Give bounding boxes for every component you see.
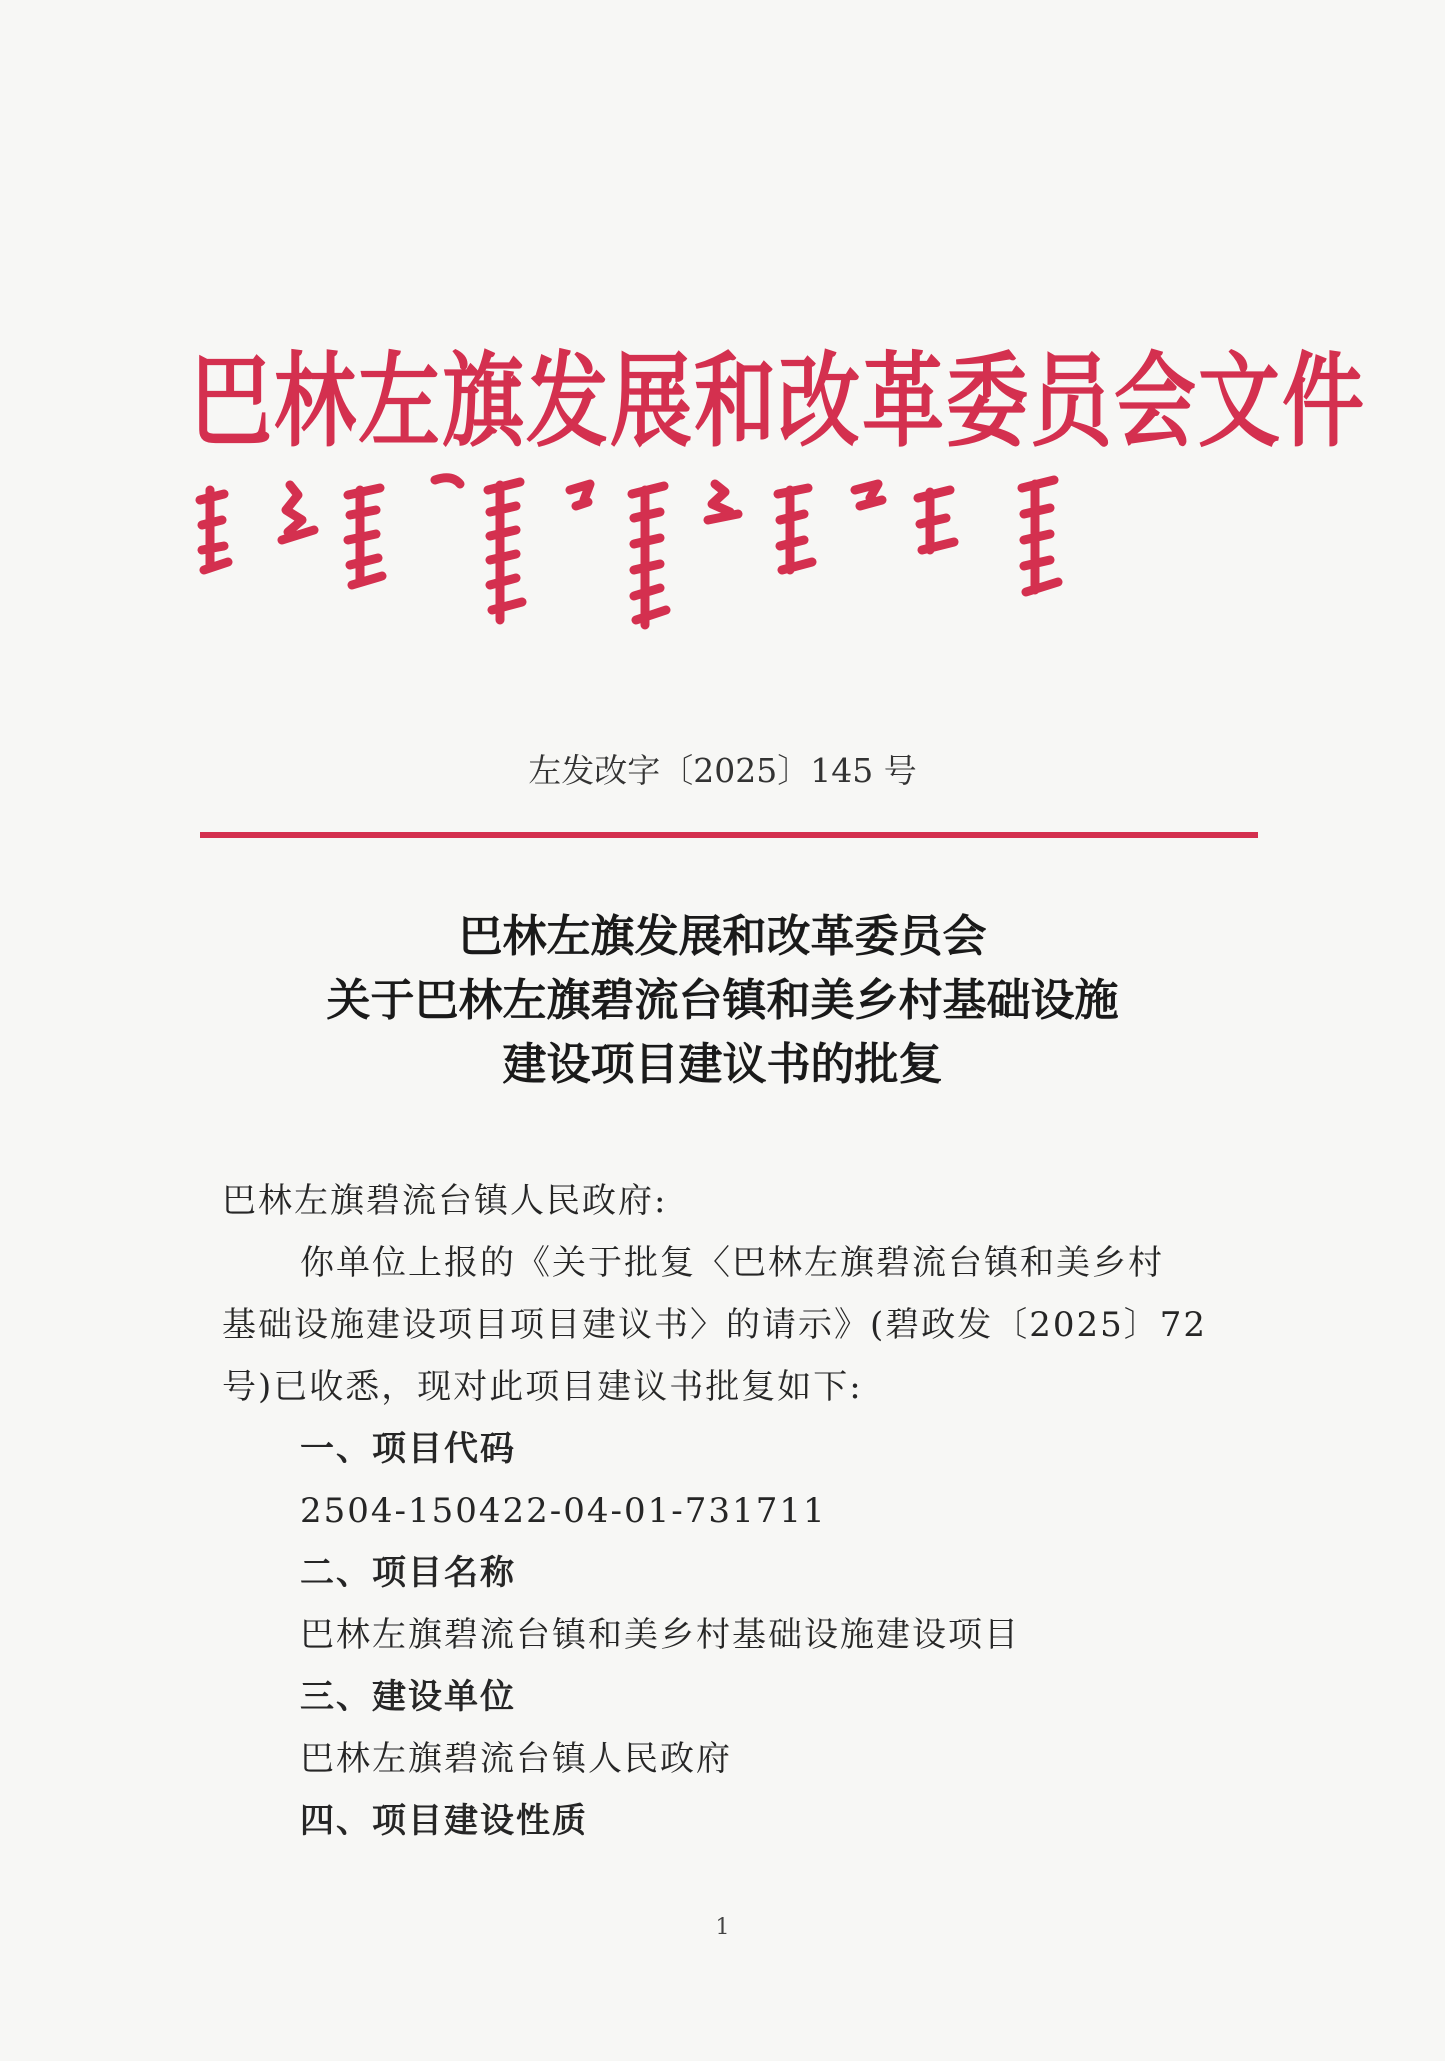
page-number: 1 [715,1915,730,1940]
project-name: 巴林左旗碧流台镇和美乡村基础设施建设项目 [300,1615,1020,1655]
mongolian-script-title [190,470,1270,630]
section-heading: 二、项目名称 [300,1553,516,1593]
document-body [222,1170,1222,1852]
paragraph-line: 你单位上报的《关于批复〈巴林左旗碧流台镇和美乡村 [300,1243,1164,1283]
document-subject [0,905,1445,1097]
red-divider-line [200,832,1258,838]
paragraph-line: 号)已收悉，现对此项目建议书批复如下: [222,1367,863,1407]
construction-unit: 巴林左旗碧流台镇人民政府 [300,1739,732,1779]
paragraph-line: 基础设施建设项目项目建议书〉的请示》(碧政发〔2025〕72 [222,1305,1208,1345]
mongolian-script-graphic [190,470,1270,630]
document-number: 左发改字〔2025〕145 号 [528,751,917,790]
project-code: 2504-150422-04-01-731711 [300,1491,827,1531]
subject-line-3: 建设项目建议书的批复 [502,1039,943,1090]
subject-line-1: 巴林左旗发展和改革委员会 [458,911,987,962]
section-heading: 三、建设单位 [300,1677,516,1717]
section-heading: 四、项目建设性质 [300,1801,588,1841]
addressee: 巴林左旗碧流台镇人民政府: [222,1181,668,1221]
section-heading: 一、项目代码 [300,1429,516,1469]
subject-line-2: 关于巴林左旗碧流台镇和美乡村基础设施 [326,975,1119,1026]
document-header-title: 巴林左旗发展和改革委员会文件 [190,342,1367,462]
